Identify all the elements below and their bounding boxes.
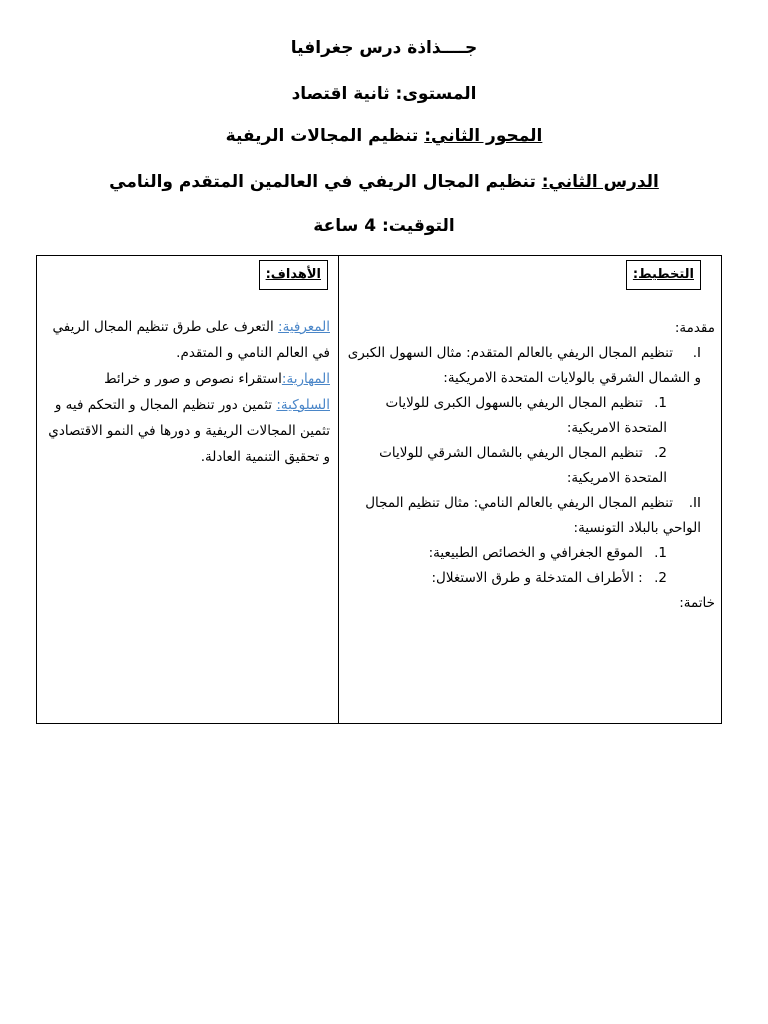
- goals-content: [44, 314, 330, 470]
- plan-subsection-1-2: [345, 441, 715, 491]
- section-number: II.: [688, 495, 701, 511]
- goal-skill-label: المهارية:: [281, 371, 330, 387]
- axis-line: [0, 126, 768, 146]
- plan-subsection-1-1: [345, 391, 715, 441]
- subsection-number: 1.: [654, 395, 667, 411]
- axis-value: تنظيم المجالات الريفية: [225, 126, 425, 146]
- subsection-text: الموقع الجغرافي و الخصائص الطبيعية:: [428, 545, 643, 561]
- goal-cognitive-label: المعرفية:: [278, 319, 330, 335]
- plan-section-1: [345, 341, 715, 391]
- plan-title: التخطيط:: [626, 260, 701, 290]
- goal-behavior-text: تثمين دور تنظيم المجال و التحكم فيه و تثمين المجالات الريفية و دورها في النمو الاقتصادي و تحقيق التنمية العادلة.: [48, 397, 330, 465]
- goal-behavior: [44, 392, 330, 470]
- section-text: تنظيم المجال الريفي بالعالم النامي: مثال تنظيم المجال الواحي بالبلاد التونسية:: [365, 495, 701, 536]
- plan-content: [345, 316, 715, 616]
- axis-label: المحور الثاني:: [424, 126, 543, 146]
- plan-conclusion: خاتمة:: [679, 595, 715, 611]
- plan-intro: مقدمة:: [674, 320, 715, 336]
- plan-subsection-2-2: [345, 566, 715, 591]
- timing-line: التوقيت: 4 ساعة: [313, 216, 455, 236]
- goal-behavior-label: السلوكية:: [276, 397, 330, 413]
- goal-cognitive-text: التعرف على طرق تنظيم المجال الريفي في العالم النامي و المتقدم.: [52, 319, 330, 361]
- goals-column: [37, 256, 338, 723]
- goal-skill-text: استقراء نصوص و صور و خرائط: [104, 371, 282, 387]
- section-text: تنظيم المجال الريفي بالعالم المتقدم: مثال السهول الكبرى و الشمال الشرقي بالولايات المتحدة الامريكية:: [347, 345, 701, 386]
- subsection-number: 2.: [654, 445, 667, 461]
- document-title: جــــذاذة درس جغرافيا: [290, 38, 478, 58]
- lesson-label: الدرس الثاني:: [541, 172, 659, 192]
- goal-skill: [44, 366, 330, 392]
- plan-column: [339, 256, 721, 723]
- subsection-number: 1.: [654, 545, 667, 561]
- section-number: I.: [692, 345, 701, 361]
- lesson-table: [36, 255, 722, 724]
- subsection-text: تنظيم المجال الريفي بالشمال الشرقي للولايات المتحدة الامريكية:: [379, 445, 667, 486]
- lesson-line: [0, 172, 768, 192]
- goal-cognitive: [44, 314, 330, 366]
- goals-title: الأهداف:: [259, 260, 328, 290]
- plan-section-2: [345, 491, 715, 541]
- subsection-text: : الأطراف المتدخلة و طرق الاستغلال:: [431, 570, 643, 586]
- plan-subsection-2-1: [345, 541, 715, 566]
- subsection-text: تنظيم المجال الريفي بالسهول الكبرى للولايات المتحدة الامريكية:: [385, 395, 667, 436]
- subsection-number: 2.: [654, 570, 667, 586]
- lesson-value: تنظيم المجال الريفي في العالمين المتقدم والنامي: [109, 172, 542, 192]
- level-line: المستوى: ثانية اقتصاد: [291, 84, 477, 104]
